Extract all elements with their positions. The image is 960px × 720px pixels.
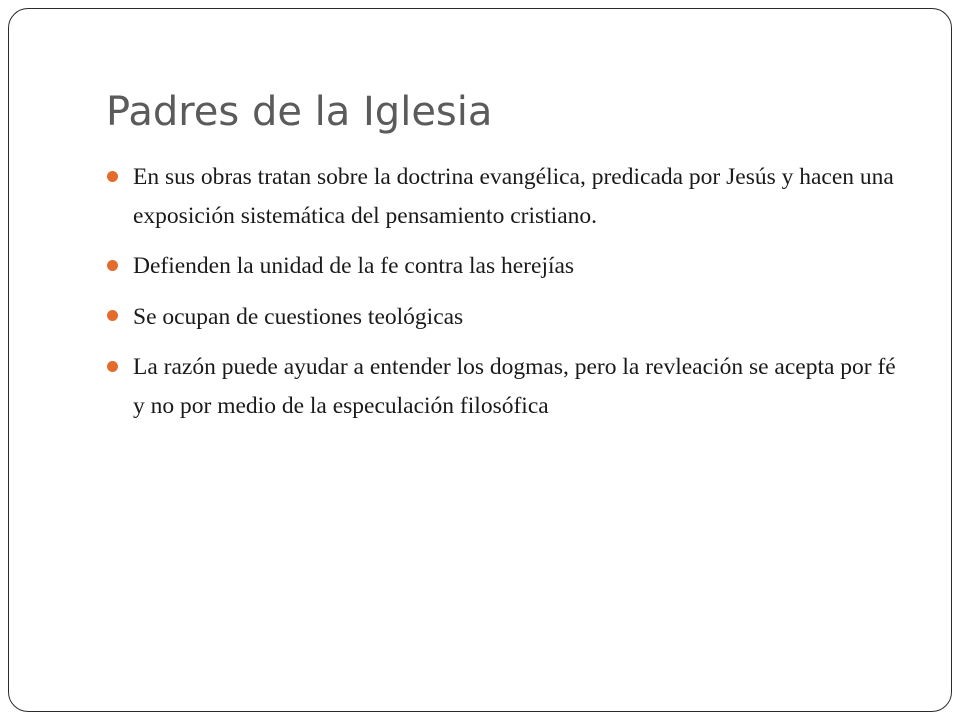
bullet-dot-icon: [107, 361, 118, 372]
bullet-text: Defienden la unidad de la fe contra las herejías: [133, 253, 575, 279]
bullet-item: [106, 298, 906, 337]
bullet-dot-icon: [107, 310, 118, 321]
bullet-item: [106, 158, 906, 235]
bullet-text: Se ocupan de cuestiones teológicas: [133, 303, 464, 330]
bullet-dot-icon: [107, 260, 118, 271]
bullet-dot-icon: [107, 171, 118, 182]
bullet-text: La razón puede ayudar a entender los dogmas, pero la revleación se acepta por fé y no por medio de la especulación filosófica: [133, 354, 896, 419]
bullet-text: En sus obras tratan sobre la doctrina evangélica, predicada por Jesús y hacen una exposición sistemática del pensamiento cristiano.: [133, 164, 894, 229]
bullet-item: [106, 247, 906, 286]
slide-title: Padres de la Iglesia: [106, 89, 493, 135]
bullet-list: [106, 158, 906, 437]
bullet-item: [106, 348, 906, 425]
